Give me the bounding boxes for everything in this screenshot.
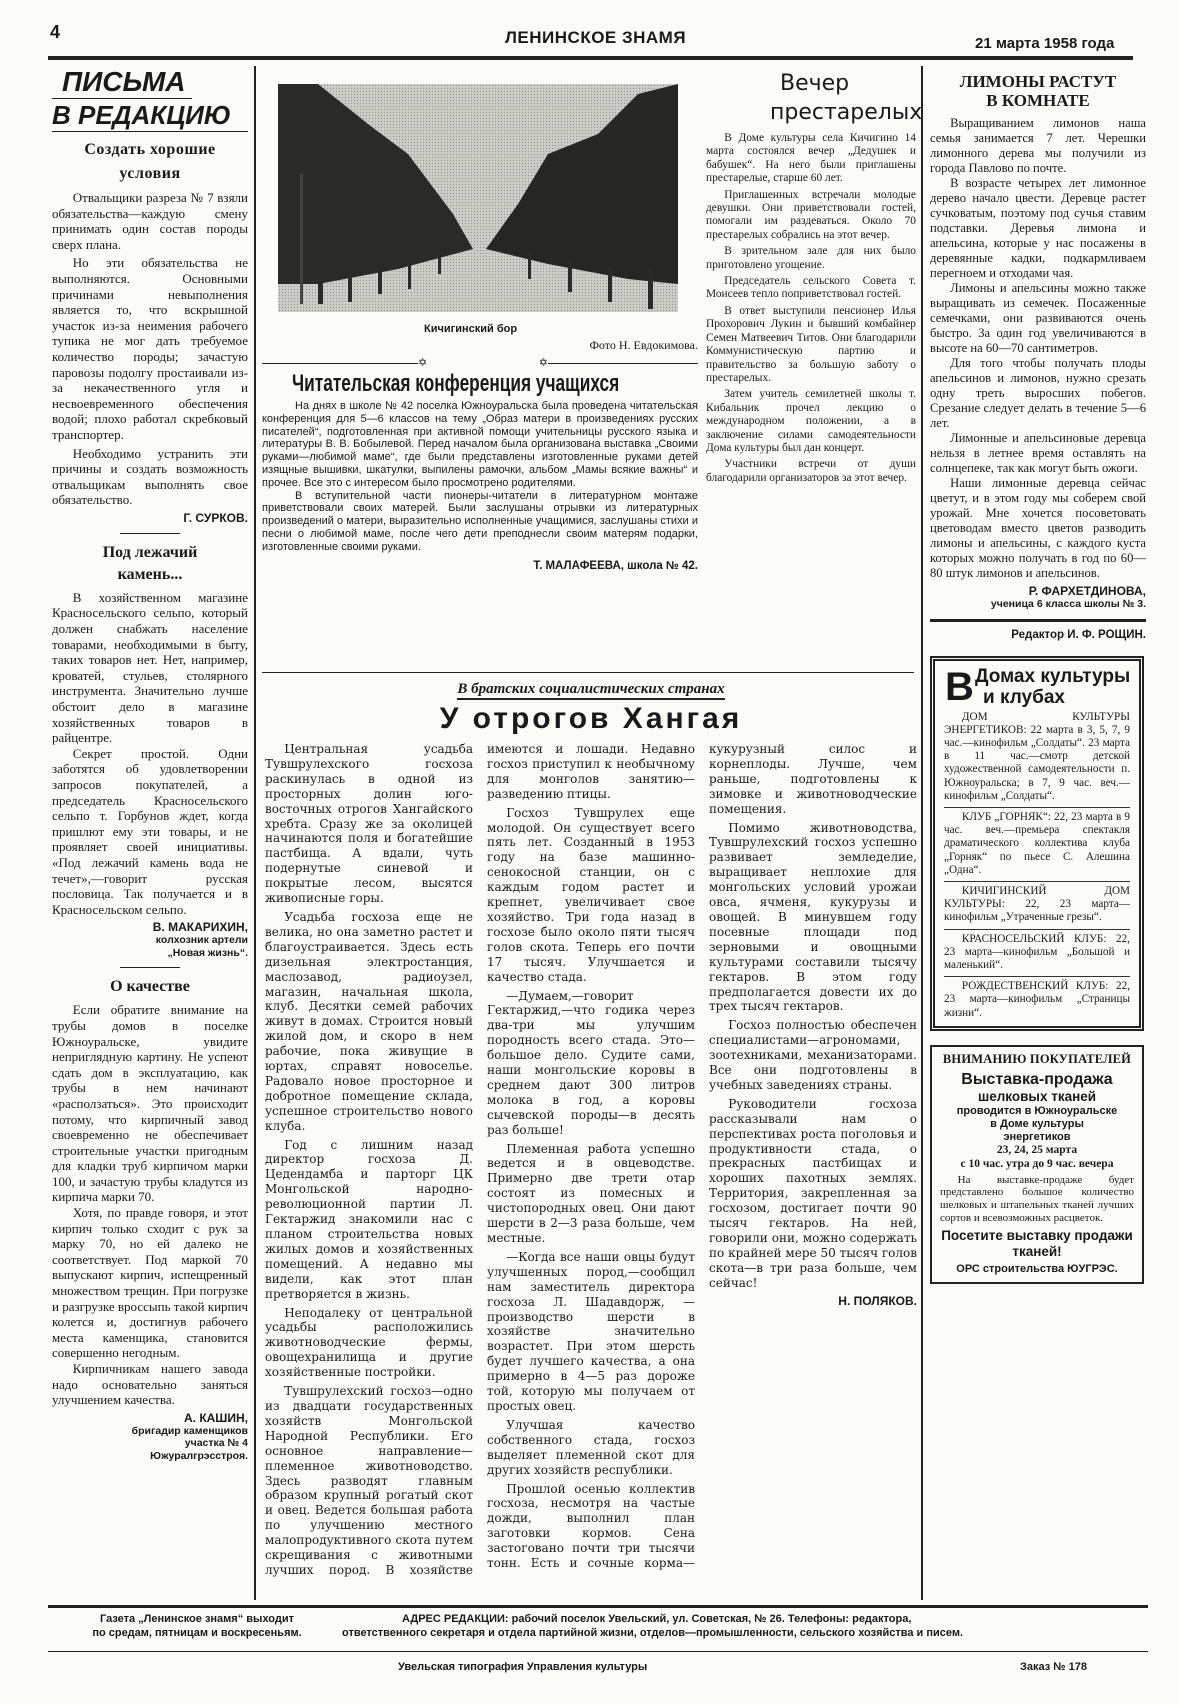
masthead-rule <box>48 56 1133 60</box>
paragraph: Лимонные и апельсиновые деревца нельзя в летнее время оставлять на солнцепеке, так как могут быть ожоги. <box>930 431 1146 475</box>
advert-box <box>930 1045 1144 1284</box>
advert-dates: 23, 24, 25 марта <box>996 1143 1078 1156</box>
paragraph: Неподалеку от центральной усадьбы расположились животноводческие фермы, овощехранилища и другие хозяйственные постройки. <box>265 1305 473 1380</box>
star-icon: ✡ <box>538 357 548 369</box>
letter-article <box>52 542 248 959</box>
printer-credit: Увельская типография Управления культуры <box>398 1661 648 1673</box>
article-title: У отрогов Хангая <box>439 702 743 735</box>
paragraph: Затем учитель семилетней школы т. Кибальник прочел лекцию о международном положении, а в заключение силами самодеятельности Дома культуры был дан концерт. <box>706 388 916 454</box>
paragraph: В зрительном зале для них было приготовлено угощение. <box>706 245 916 271</box>
editor-credit: Редактор И. Ф. РОЩИН. <box>1011 628 1146 641</box>
star-divider <box>262 356 698 370</box>
address-line: ответственного секретаря и отдела партийной жизни, отделов—промышленности, сельского хозяйства и писем. <box>342 1627 964 1639</box>
schedule-line: по средам, пятницам и воскресеньям. <box>92 1627 302 1639</box>
title-line: Под лежачий <box>102 543 198 561</box>
paragraph: Выращиванием лимонов наша семья занимается 7 лет. Черешки лимонного дерева мы получили из города Павлово по почте. <box>930 116 1146 175</box>
forest-photo <box>278 84 678 312</box>
paragraph: Госхоз полностью обеспечен специалистами—агрономами, зоотехниками, механизаторами. Все они подготовлены в учебных заведениях страны. <box>709 1018 917 1092</box>
title-line: престарелых <box>770 100 923 125</box>
right-column <box>930 72 1146 1284</box>
paragraph: Кирпичникам нашего завода надо основательно заняться улучшением качества. <box>52 1361 248 1408</box>
signature-detail: Южуралгрэсстроя. <box>150 1449 248 1462</box>
conference-body <box>262 400 698 573</box>
paragraph: Тувшрулехский госхоз—одно из двадцати государственных хозяйств Монгольской Народной Республики. Его основное направление—племенное животноводство. Здесь разводят главным образом крупный рогатый скот и овец. Ведется большая работа по улучшению местного малопродуктивного скота путем скрещивания с животными лучших пород. В хозяйстве имеются и лошади. Недавно госхоз приступил к необычному для монголов занятию—разведению птицы. <box>265 742 695 1577</box>
editor-rule <box>930 619 1146 622</box>
signature-detail: участка № 4 <box>184 1437 248 1450</box>
title-line: Домах культуры <box>975 665 1131 687</box>
issue-date: 21 марта 1958 года <box>975 35 1115 52</box>
separator <box>120 533 180 534</box>
article-title: О качестве <box>110 978 190 996</box>
article-title <box>52 138 248 186</box>
paragraph: Приглашенных встречали молодые девушки. Они приветствовали гостей, помогали им раздеваться. Около 70 престарелых собрались на этот вечер. <box>706 188 916 241</box>
advert-line: энергетиков <box>1003 1130 1071 1143</box>
signature: Г. СУРКОВ. <box>183 510 248 525</box>
photo-caption: Кичигинский бор <box>424 323 518 335</box>
paragraph: Отвальщики разреза № 7 взяли обязательства—каждую смену принимать один состав породы сверх плана. <box>52 190 248 252</box>
separator <box>120 967 180 968</box>
editorial-address <box>342 1612 1142 1640</box>
lemons-title <box>930 72 1146 110</box>
title-line: ЛИМОНЫ РАСТУТ <box>959 72 1117 91</box>
order-number: Заказ № 178 <box>1020 1661 1087 1673</box>
paragraph: Для того чтобы получать плоды апельсинов и лимонов, нужно срезать одну треть выросших побегов. Срезание следует делать в течение 5—6 лет. <box>930 356 1146 430</box>
footer-rule-lower <box>48 1651 1148 1652</box>
signature-detail: колхозник артели <box>155 934 248 947</box>
conference-title <box>262 370 698 400</box>
paragraph: Хотя, по правде говоря, и этот кирпич только сходит с рук за марку 70, но ей далеко не соответствует. Под маркой 70 выпускают кирпич, испещренный множеством трещин. При погрузке и разгрузке вроссыпь такой кирпич колется и, достигнув рабочего места каменщика, становится совершенно негодным. <box>52 1205 248 1361</box>
signature-detail: „Новая жизнь“. <box>167 946 248 959</box>
paragraph: Год с лишним назад директор госхоза Д. Цедендамба и парторг ЦК Монгольской народно-революционной партии Л. Гектаржид знакомили нас с планом строительства новых жилых домов и хозяйственных помещений. А недавно мы видели, как этот план претворяется в жизнь. <box>265 1137 473 1301</box>
address-line: АДРЕС РЕДАКЦИИ: рабочий поселок Увельский, ул. Советская, № 26. Телефоны: редактора, <box>402 1613 912 1625</box>
culture-houses-box <box>930 656 1144 1031</box>
advert-sponsor: ОРС строительства ЮУГРЭС. <box>956 1263 1118 1276</box>
signature: Н. ПОЛЯКОВ. <box>838 1293 917 1308</box>
publication-schedule <box>62 1612 332 1640</box>
event-listing: РОЖДЕСТВЕНСКИЙ КЛУБ: 22, 23 марта—кинофильм „Страницы жизни“. <box>944 980 1130 1019</box>
star-icon: ✡ <box>418 357 428 369</box>
mongolia-header <box>265 680 917 736</box>
letters-rubric <box>52 66 248 132</box>
title-big-letter: В <box>945 664 974 709</box>
item-separator <box>944 807 1130 808</box>
footer-rule <box>48 1605 1148 1608</box>
paragraph: Но эти обязательства не выполняются. Основными причинами невыполнения является то, что вскрышной участок из-за неимения рабочего тупика не мог дать требуемое количество породы; зачастую паровозы подолгу простаивали из-за некачественного угля и несвоевременного обеспечения водой; плохо работал скребковый транспортер. <box>52 255 248 442</box>
advert-body: На выставке-продаже будет представлено большое количество шелковых и штапельных тканей лучших сортов и всевозможных расцветок. <box>940 1173 1134 1224</box>
paragraph: Прошлой осенью коллектив госхоза, несмотря на частые дожди, выполнил план заготовки кормов. Сена застоговано почти три тысячи тонн. Есть и сочные корма—кукурузный силос и корнеплоды. Лучше, чем раньше, подготовлены к зимовке и животноводческие помещения. <box>487 742 917 1571</box>
paragraph: Секрет простой. Одни заботятся об удовлетворении запросов покупателей, а председатель Красносельского сельпо т. Горбунов ждет, когда пришлют ему эти товары, и не проявляет своей инициативы. «Под лежачий камень вода не течет»,—говорит русская пословица. Так получается и в Красносельском сельпо. <box>52 745 248 917</box>
evening-column <box>706 70 923 485</box>
rubric: В братских социалистических странах <box>457 680 724 700</box>
paragraph: В возрасте четырех лет лимонное дерево начало цвести. Деревце растет сучковатым, поэтому под сучья ставим подставки. Деревья лимона и апельсина, которые у нас посажены в деревянные кадки, подкармливаем перегноем и отходами чая. <box>930 176 1146 280</box>
section-divider <box>262 672 914 673</box>
advert-title: Выставка-продажа <box>961 1070 1113 1088</box>
article-title <box>52 542 248 586</box>
letter-article <box>52 138 248 525</box>
item-separator <box>944 929 1130 930</box>
advert-line: в Доме культуры <box>990 1117 1084 1130</box>
photo-credit: Фото Н. Евдокимова. <box>589 338 698 352</box>
paragraph: В Доме культуры села Кичигино 14 марта состоялся вечер „Дедушек и бабушек“. На него были приглашены престарелые, старше 60 лет. <box>706 132 916 185</box>
signature-detail: бригадир каменщиков <box>131 1424 248 1437</box>
paragraph: Племенная работа успешно ведется и в овцеводстве. Примерно две трети отар состоят из помесных и чистопородных овец. Они дают шерсти в 2—3 раза больше, чем местные. <box>487 1141 695 1245</box>
schedule-line: Газета „Ленинское знамя“ выходит <box>99 1613 294 1625</box>
column-divider <box>254 66 256 1600</box>
signature: А. КАШИН, <box>183 1410 248 1425</box>
conference-title-text: Читательская конференция учащихся <box>292 370 620 397</box>
letter-article <box>52 976 248 1462</box>
signature: Р. ФАРХЕТДИНОВА, <box>1028 584 1146 598</box>
paragraph: Наши лимонные деревца сейчас цветут, и в этом году мы соберем свой урожай. Мне хочется посоветовать цветоводам вместо цветов разводить лимоны и апельсины, с каждого куста которых можно получать в год по 60—80 штук лимонов и апельсинов. <box>930 476 1146 580</box>
rubric-line: ПИСЬМА <box>52 66 192 99</box>
box-title <box>935 661 1139 711</box>
divider-star-right <box>548 363 698 364</box>
paragraph: В вступительной части пионеры-читатели в литературном монтаже приветствовали своих матерей. Были заслушаны отрывки из литературных произведений о матери, выразительно исполненные учащимися, заслушаны стихи и песни о любимой маме, после чего дети преподнесли своим матерям подарки, изготовленные своими руками. <box>262 489 698 553</box>
event-listing: КРАСНОСЕЛЬСКИЙ КЛУБ: 22, 23 марта—кинофильм „Большой и маленький“. <box>944 932 1130 971</box>
paragraph: Усадьба госхоза еще не велика, но она заметно растет и благоустраивается. Здесь есть дизельная электростанция, маслозавод, радиоузел, магазин, начальная школа, клуб. Десятки семей рабочих живут в домах. Строится новый жилой дом, и скоро в нем рабочие, пока живущие в юртах, справят новоселье. Радовало новое просторное и добротное помещение склада, успешное строительство нового клуба. <box>265 909 473 1133</box>
event-listing: КИЧИГИНСКИЙ ДОМ КУЛЬТУРЫ: 22, 23 марта—кинофильм „Утраченные грезы“. <box>944 884 1130 924</box>
advert-subtitle: шелковых тканей <box>977 1088 1097 1104</box>
paragraph: Председатель сельского Совета т. Моисеев тепло поприветствовал гостей. <box>706 275 916 301</box>
divider-star-left <box>262 363 418 364</box>
paragraph: В хозяйственном магазине Красносельского сельпо, который должен снабжать население товарами, необходимыми в быту, таких товаров нет. Нет, например, кроватей, стульев, столярного инструмента. Значительно лучше обстоит дело в магазине хозяйственных товаров в райцентре. <box>52 589 248 746</box>
paragraph: —Когда все наши овцы будут улучшенных пород,—сообщил нам заместитель директора госхоза Л. Шадавдорж, — производство шерсти в хозяйстве значительно возрастет. При этом шерсть будет лучшего качества, а она примерно в 4—5 раз дороже той, которую мы получаем от простых овец. <box>487 1249 695 1413</box>
lemons-column <box>930 72 1146 642</box>
mongolia-body <box>265 742 917 1584</box>
page-number: 4 <box>50 22 61 42</box>
paragraph: Необходимо устранить эти причины и создать возможность отвальщикам выполнять свое обязательство. <box>52 445 248 508</box>
paragraph: Если обратите внимание на трубы домов в поселке Южноуральске, увидите неприглядную картину. Не успеют сдать дом в эксплуатацию, как трубы в нем начинают «расползаться». Это происходит потому, что кирпичный завод своевременно не обеспечивает строительные участки пригодным для кладки труб кирпичом марки 100, и зачастую трубы кладутся из кирпича марки 70. <box>52 1002 248 1205</box>
paragraph: Госхоз Тувшрулех еще молодой. Он существует всего пять лет. Созданный в 1953 году на базе машинно-сенокосной станции, он с каждым годом растет и крепнет, увеличивает свое хозяйство. Три года назад в госхозе было около пяти тысяч голов скота. Теперь его почти 17 тысяч. Улучшается и качество стада. <box>487 805 695 984</box>
title-line: Вечер <box>780 71 850 96</box>
advert-line: проводится в Южноуральске <box>956 1104 1118 1117</box>
advert-header: ВНИМАНИЮ ПОКУПАТЕЛЕЙ <box>942 1051 1132 1066</box>
signature: Т. МАЛАФЕЕВА, школа № 42. <box>533 559 698 572</box>
paragraph: Улучшая качество собственного стада, госхоз выделяет племенной скот для других хозяйств республики. <box>487 1417 695 1477</box>
item-separator <box>944 881 1130 882</box>
rubric-line: В РЕДАКЦИЮ <box>52 99 248 132</box>
box-title-lines <box>975 666 1130 708</box>
title-line: камень... <box>117 565 183 583</box>
photo-caption-row <box>262 322 698 354</box>
paragraph: —Думаем,—говорит Гектаржид,—что годика через два-три мы улучшим породность всего стада. Это—большое дело. Судите сами, наши монгольские коровы в среднем дают 300 литров молока в год, а коровы сычевской породы—в десять раз больше! <box>487 988 695 1137</box>
column-divider <box>921 66 923 1600</box>
mongolia-article <box>265 680 917 1584</box>
pine-forest-image <box>278 84 678 312</box>
title-line: В КОМНАТЕ <box>986 91 1090 110</box>
paragraph: Участники встречи от души благодарили организаторов за этот вечер. <box>706 458 916 484</box>
letters-column <box>52 66 248 1598</box>
advert-call: Посетите выставку продажи <box>941 1228 1133 1244</box>
evening-title <box>706 70 923 126</box>
paragraph: Руководители госхоза рассказывали нам о перспективах роста поголовья и продуктивности стада, о прекрасных пастбищах и хороших пахотных землях. Территория, закрепленная за госхозом, достигает почти 90 тысяч гектаров. На ней, говорили они, можно содержать по крайней мере 50 тысяч голов скота—в три раза больше, чем сейчас! <box>709 1096 917 1290</box>
paragraph: На днях в школе № 42 поселка Южноуральска была проведена читательская конференция для 5—6 классов на тему „Образ матери в произведениях русских писателей“, подготовленная при активной помощи учительницы русского языка и литературы В. В. Бобылевой. Перед началом была организована выставка „Своими руками—любимой маме“, где были представлены изготовленные руками детей изящные вышивки, шкатулки, выпилены рамочки, альбом „Мамы всякие важны“ и прочее. Все это с интересом было просмотрено родителями. <box>262 400 698 489</box>
title-line: и клубах <box>983 686 1065 708</box>
photo-conference-block <box>262 84 698 573</box>
signature-detail: ученица 6 класса школы № 3. <box>990 598 1146 610</box>
paragraph: Центральная усадьба Тувшрулехского госхоза раскинулась в одной из просторных долин юго-восточных отрогов Хангайского хребта. Сразу же за околицей начинаются поля и богатейшие пастбища. А вдали, чуть подернутые синевой и покрытые лесом, высятся живописные горы. <box>265 742 473 906</box>
paper-name: ЛЕНИНСКОЕ ЗНАМЯ <box>505 28 687 47</box>
paragraph: Лимоны и апельсины можно также выращивать из семечек. Посаженные семечками, они развиваются очень быстро. За один год увеличиваются в высоте на 60—70 сантиметров. <box>930 281 1146 355</box>
advert-call: тканей! <box>1012 1244 1062 1260</box>
event-listing: КЛУБ „ГОРНЯК“: 22, 23 марта в 9 час. веч.—премьера спектакля драматического коллектива клуба „Горняк“ по пьесе С. Алешина „Одна“. <box>944 810 1130 876</box>
signature: В. МАКАРИХИН, <box>152 920 248 935</box>
title-line: Создать хорошие <box>84 141 216 158</box>
advert-hours: с 10 час. утра до 9 час. вечера <box>960 1157 1114 1170</box>
paragraph: Помимо животноводства, Тувшрулехский госхоз успешно развивает земледелие, выращивает неплохие для монгольских условий урожаи овса, ячменя, кукурузы и овощей. В минувшем году посевные площади под зерновыми и овощными культурами составили тысячу гектаров. В этом году предполагается довести их до трех тысяч гектаров. <box>709 820 917 1014</box>
paragraph: В ответ выступили пенсионер Илья Прохорович Лукин и бывший комбайнер Семен Матвеевич Титов. Они благодарили Коммунистическую партию и правительство за большую заботу о престарелых. <box>706 304 916 384</box>
event-listing: ДОМ КУЛЬТУРЫ ЭНЕРГЕТИКОВ: 22 марта в 3, 5, 7, 9 час.—кинофильм „Солдаты“. 23 марта в 11 час.—смотр детской художественной самодеятельности п. Южноуральска; в 7, 9 час. веч.—кинофильм „Солдаты“. <box>944 710 1130 802</box>
title-line: условия <box>119 165 181 182</box>
item-separator <box>944 976 1130 977</box>
